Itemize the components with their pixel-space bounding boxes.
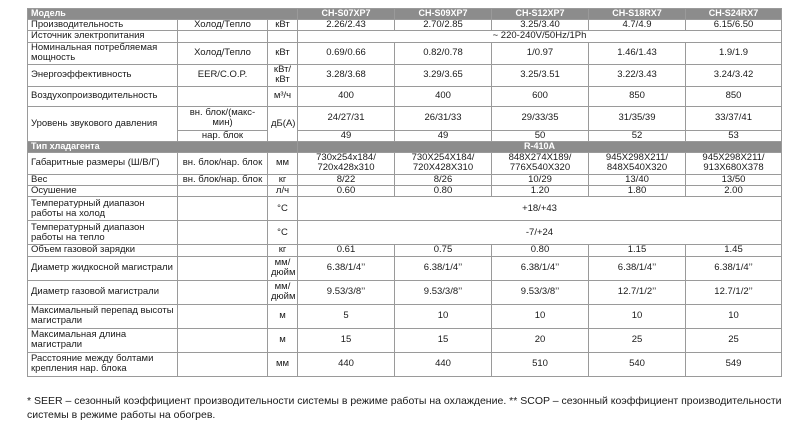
- table-row: [28, 106, 782, 130]
- row-mode: нар. блок: [178, 130, 268, 141]
- table-row: [28, 174, 782, 185]
- row-unit: дБ(А): [268, 106, 298, 141]
- row-label: Максимальный перепад высоты магистрали: [28, 304, 178, 328]
- table-cell: 24/27/31: [298, 106, 395, 130]
- table-cell: 3.25/3.40: [492, 20, 589, 31]
- table-cell: 15: [298, 328, 395, 352]
- table-row: [28, 352, 782, 376]
- table-row: [28, 86, 782, 106]
- table-cell: 2.26/2.43: [298, 20, 395, 31]
- table-cell: 0.75: [395, 245, 492, 256]
- table-cell: 549: [686, 352, 782, 376]
- spanning-value: +18/+43: [298, 197, 782, 221]
- model-header: CH-S09XP7: [395, 9, 492, 20]
- table-cell: 49: [298, 130, 395, 141]
- row-label: Уровень звукового давления: [28, 106, 178, 141]
- row-label: Объем газовой зарядки: [28, 245, 178, 256]
- table-cell: 9.53/3/8’’: [492, 280, 589, 304]
- table-cell: 6.38/1/4’’: [492, 256, 589, 280]
- empty-cell: [178, 280, 268, 304]
- empty-cell: [178, 31, 268, 42]
- table-cell: 10/29: [492, 174, 589, 185]
- table-cell: 0.80: [395, 186, 492, 197]
- row-label: Диаметр газовой магистрали: [28, 280, 178, 304]
- row-label: Вес: [28, 174, 178, 185]
- row-label: Воздухопроизводительность: [28, 86, 178, 106]
- table-header-row: [28, 9, 782, 20]
- table-cell: 510: [492, 352, 589, 376]
- table-cell: 1/0.97: [492, 42, 589, 64]
- table-cell: 6.38/1/4’’: [589, 256, 686, 280]
- table-cell: 52: [589, 130, 686, 141]
- refrigerant-value: R-410A: [298, 141, 782, 152]
- row-mode: вн. блок/нар. блок: [178, 152, 268, 174]
- table-row: [28, 304, 782, 328]
- table-cell: 1.20: [492, 186, 589, 197]
- table-row: [28, 20, 782, 31]
- footnote: * SEER – сезонный коэффициент производительности системы в режиме работы на охлаждение. ** SCOP – сезонный коэффициент производительности системы в режиме работы на обогрев.: [27, 395, 782, 422]
- table-row: [28, 186, 782, 197]
- table-cell: 1.15: [589, 245, 686, 256]
- row-mode: вн. блок/(макс-мин): [178, 106, 268, 130]
- table-cell: 730X254X184/ 720X428X310: [395, 152, 492, 174]
- row-mode: Холод/Тепло: [178, 42, 268, 64]
- table-cell: 53: [686, 130, 782, 141]
- table-row: [28, 328, 782, 352]
- table-cell: 400: [298, 86, 395, 106]
- table-cell: 945X298X211/ 848X540X320: [589, 152, 686, 174]
- table-cell: 8/26: [395, 174, 492, 185]
- table-cell: 9.53/3/8’’: [298, 280, 395, 304]
- table-cell: 1.46/1.43: [589, 42, 686, 64]
- table-cell: 850: [589, 86, 686, 106]
- empty-cell: [178, 197, 268, 221]
- table-cell: 600: [492, 86, 589, 106]
- table-cell: 850: [686, 86, 782, 106]
- row-unit: °С: [268, 221, 298, 245]
- empty-cell: [268, 31, 298, 42]
- table-cell: 540: [589, 352, 686, 376]
- spec-table-container: [27, 8, 781, 377]
- table-cell: 6.38/1/4’’: [686, 256, 782, 280]
- table-row: [28, 245, 782, 256]
- table-cell: 25: [589, 328, 686, 352]
- table-row: [28, 152, 782, 174]
- table-cell: 29/33/35: [492, 106, 589, 130]
- table-cell: 3.22/3.43: [589, 64, 686, 86]
- table-cell: 12.7/1/2’’: [686, 280, 782, 304]
- table-row: [28, 221, 782, 245]
- row-mode: Холод/Тепло: [178, 20, 268, 31]
- row-label: Габаритные размеры (Ш/В/Г): [28, 152, 178, 174]
- table-cell: 2.70/2.85: [395, 20, 492, 31]
- table-cell: 8/22: [298, 174, 395, 185]
- spanning-value: -7/+24: [298, 221, 782, 245]
- table-cell: 1.45: [686, 245, 782, 256]
- row-unit: мм: [268, 352, 298, 376]
- table-cell: 3.29/3.65: [395, 64, 492, 86]
- table-cell: 730x254x184/ 720x428x310: [298, 152, 395, 174]
- row-unit: кг: [268, 174, 298, 185]
- table-row: [28, 31, 782, 42]
- table-cell: 25: [686, 328, 782, 352]
- table-cell: 3.24/3.42: [686, 64, 782, 86]
- table-row: [28, 197, 782, 221]
- empty-cell: [178, 328, 268, 352]
- table-cell: 10: [395, 304, 492, 328]
- refrigerant-row: [28, 141, 782, 152]
- table-cell: 3.25/3.51: [492, 64, 589, 86]
- table-cell: 2.00: [686, 186, 782, 197]
- row-unit: л/ч: [268, 186, 298, 197]
- table-cell: 3.28/3.68: [298, 64, 395, 86]
- empty-cell: [178, 221, 268, 245]
- empty-cell: [178, 256, 268, 280]
- table-cell: 6.15/6.50: [686, 20, 782, 31]
- table-cell: 0.69/0.66: [298, 42, 395, 64]
- spanning-value: ~ 220-240V/50Hz/1Ph: [298, 31, 782, 42]
- table-cell: 13/40: [589, 174, 686, 185]
- table-cell: 6.38/1/4’’: [298, 256, 395, 280]
- row-label: Осушение: [28, 186, 178, 197]
- table-cell: 945X298X211/ 913X680X378: [686, 152, 782, 174]
- row-unit: кВт: [268, 42, 298, 64]
- table-cell: 26/31/33: [395, 106, 492, 130]
- row-label: Расстояние между болтами крепления нар. блока: [28, 352, 178, 376]
- table-cell: 1.9/1.9: [686, 42, 782, 64]
- row-unit: мм/ дюйм: [268, 280, 298, 304]
- table-cell: 50: [492, 130, 589, 141]
- row-mode: [178, 86, 268, 106]
- row-mode: EER/C.O.P.: [178, 64, 268, 86]
- row-unit: м: [268, 304, 298, 328]
- table-cell: 4.7/4.9: [589, 20, 686, 31]
- row-unit: °С: [268, 197, 298, 221]
- row-label: Температурный диапазон работы на холод: [28, 197, 178, 221]
- row-unit: кг: [268, 245, 298, 256]
- row-label: Диаметр жидкосной магистрали: [28, 256, 178, 280]
- empty-cell: [178, 245, 268, 256]
- row-label: Энергоэффективность: [28, 64, 178, 86]
- table-cell: 33/37/41: [686, 106, 782, 130]
- table-cell: 0.60: [298, 186, 395, 197]
- model-header: CH-S18RX7: [589, 9, 686, 20]
- table-cell: 12.7/1/2’’: [589, 280, 686, 304]
- table-cell: 10: [686, 304, 782, 328]
- model-header: CH-S12XP7: [492, 9, 589, 20]
- header-param-label: Модель: [28, 9, 298, 20]
- row-mode: [178, 186, 268, 197]
- table-cell: 5: [298, 304, 395, 328]
- table-row: [28, 42, 782, 64]
- table-cell: 440: [395, 352, 492, 376]
- refrigerant-label: Тип хладагента: [28, 141, 298, 152]
- table-row: [28, 64, 782, 86]
- table-cell: 31/35/39: [589, 106, 686, 130]
- row-unit: мм/ дюйм: [268, 256, 298, 280]
- specifications-table: [27, 8, 782, 377]
- row-label: Производительность: [28, 20, 178, 31]
- table-cell: 400: [395, 86, 492, 106]
- model-header: CH-S07XP7: [298, 9, 395, 20]
- table-cell: 0.82/0.78: [395, 42, 492, 64]
- table-cell: 0.80: [492, 245, 589, 256]
- row-unit: м³/ч: [268, 86, 298, 106]
- empty-cell: [178, 304, 268, 328]
- model-header: CH-S24RX7: [686, 9, 782, 20]
- row-label: Максимальная длина магистрали: [28, 328, 178, 352]
- table-cell: 0.61: [298, 245, 395, 256]
- row-unit: м: [268, 328, 298, 352]
- row-unit: мм: [268, 152, 298, 174]
- table-cell: 15: [395, 328, 492, 352]
- row-label: Источник электропитания: [28, 31, 178, 42]
- table-cell: 49: [395, 130, 492, 141]
- row-unit: кВт/ кВт: [268, 64, 298, 86]
- table-cell: 20: [492, 328, 589, 352]
- table-cell: 848X274X189/ 776X540X320: [492, 152, 589, 174]
- table-cell: 6.38/1/4’’: [395, 256, 492, 280]
- table-cell: 440: [298, 352, 395, 376]
- table-cell: 1.80: [589, 186, 686, 197]
- table-cell: 10: [492, 304, 589, 328]
- table-cell: 9.53/3/8’’: [395, 280, 492, 304]
- empty-cell: [178, 352, 268, 376]
- table-row: [28, 280, 782, 304]
- table-row: [28, 256, 782, 280]
- table-cell: 13/50: [686, 174, 782, 185]
- table-cell: 10: [589, 304, 686, 328]
- row-label: Номинальная потребляемая мощность: [28, 42, 178, 64]
- row-unit: кВт: [268, 20, 298, 31]
- row-label: Температурный диапазон работы на тепло: [28, 221, 178, 245]
- row-mode: вн. блок/нар. блок: [178, 174, 268, 185]
